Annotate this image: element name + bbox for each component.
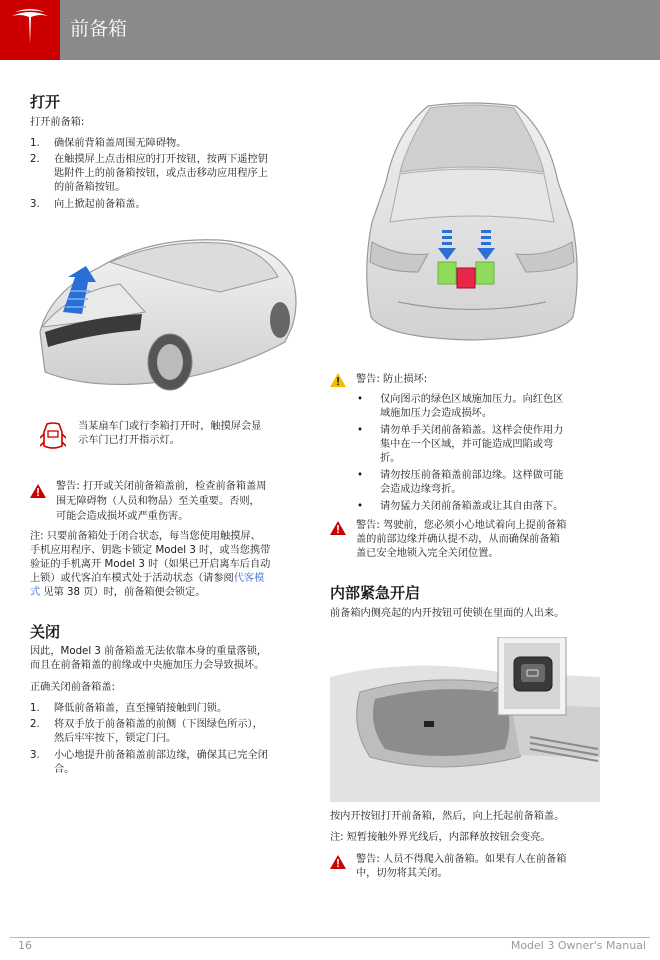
warning-line: 警告: 人员不得爬入前备箱。如果有人在前备箱	[356, 854, 567, 865]
warning-title: 警告: 防止损坏:	[356, 374, 428, 385]
door-note-line: 示车门已打开指示灯。	[78, 435, 180, 446]
open-intro: 打开前备箱:	[30, 117, 85, 128]
bullet-dot: •	[357, 394, 364, 405]
valet-mode-link-cont[interactable]: 式	[30, 587, 41, 598]
bullet-dot: •	[357, 501, 364, 512]
warning-icon	[330, 855, 346, 869]
bullet-line: 请勿按压前备箱盖前部边缘。这样做可能	[380, 470, 564, 481]
footer-divider	[10, 937, 650, 938]
bullet-dot: •	[357, 425, 364, 436]
bullet-line: 会造成边缘弯折。	[380, 484, 462, 495]
page-title: 前备箱	[70, 18, 128, 40]
warning-icon	[330, 373, 346, 387]
close-intro: 正确关闭前备箱盖:	[30, 682, 115, 693]
step-text-line: 在触摸屏上点击相应的打开按钮，按两下遥控钥	[54, 154, 268, 165]
bullet-dot: •	[357, 470, 364, 481]
note-text: 上锁）或代客泊车模式处于活动状态（请参阅	[30, 573, 234, 584]
bullet-line: 请勿单手关闭前备箱盖。这样会使作用力	[380, 425, 564, 436]
open-heading: 打开	[30, 93, 61, 111]
step-text-line: 小心地提升前备箱盖前部边缘，确保其已完全闭	[54, 750, 268, 761]
note-line-with-link	[30, 586, 206, 600]
step-text-line: 合。	[54, 764, 75, 775]
bullet-line: 请勿猛力关闭前备箱盖或让其自由落下。	[380, 501, 564, 512]
close-para-line: 而且在前备箱盖的前缘或中央施加压力会导致损坏。	[30, 660, 265, 671]
step-text-line: 匙附件上的前备箱按钮，或点击移动应用程序上	[54, 168, 268, 179]
release-note: 注: 短暂接触外界光线后，内部释放按钮会变亮。	[330, 832, 551, 843]
step-text-line: 降低前备箱盖，直至撞销接触到门锁。	[54, 703, 228, 714]
warning-line: 围无障碍物（人员和物品）至关重要。否则，	[56, 496, 260, 507]
warning-line: 警告: 打开或关闭前备箱盖前，检查前备箱盖周	[56, 481, 267, 492]
door-note-line: 当某扇车门或行李箱打开时，触摸屏会显	[78, 421, 262, 432]
manual-name: Model 3 Owner's Manual	[510, 939, 646, 952]
note-line: 验证的手机离开 Model 3 时（如果已开启离车后自动	[30, 559, 271, 570]
car-front-press-zones-illustration	[358, 102, 586, 342]
note-text: 见第 38 页）时，前备箱便会锁定。	[40, 587, 206, 598]
close-para-line: 因此，Model 3 前备箱盖无法依靠本身的重量落锁，	[30, 646, 268, 657]
bullet-line: 折。	[380, 453, 401, 464]
warning-line: 盖已安全地锁入完全关闭位置。	[356, 548, 499, 559]
inner-release-heading: 内部紧急开启	[330, 584, 421, 602]
warning-line: 警告: 驾驶前，您必须小心地试着向上提前备箱	[356, 520, 567, 531]
step-text: 向上掀起前备箱盖。	[54, 199, 146, 210]
door-open-indicator-icon	[40, 422, 66, 452]
logo-box	[0, 0, 60, 60]
tesla-logo-icon	[0, 0, 60, 60]
valet-mode-link[interactable]: 代客模	[233, 573, 265, 584]
note-line-with-link	[30, 572, 264, 586]
warning-line: 中，切勿将其关闭。	[356, 868, 448, 879]
note-line: 注: 只要前备箱处于闭合状态，每当您使用触摸屏、	[30, 531, 261, 542]
inner-release-para: 前备箱内侧亮起的内开按钮可使锁在里面的人出来。	[330, 608, 565, 619]
bullet-line: 域施加压力会造成损坏。	[380, 408, 493, 419]
warning-icon	[330, 521, 346, 535]
bullet-line: 仅向图示的绿色区域施加压力。向红色区	[380, 394, 564, 405]
step-text: 确保前背箱盖周围无障碍物。	[54, 138, 187, 149]
close-heading: 关闭	[30, 623, 61, 641]
frunk-interior-release-illustration	[330, 637, 600, 802]
step-text-line: 将双手放于前备箱盖的前侧（下图绿色所示），	[54, 719, 263, 730]
note-line: 手机应用程序、钥匙卡锁定 Model 3 时，或当您携带	[30, 545, 271, 556]
step-number: 2.	[30, 154, 40, 165]
step-text-line: 的前备箱按钮。	[54, 182, 126, 193]
release-caption: 按内开按钮打开前备箱，然后，向上托起前备箱盖。	[330, 811, 565, 822]
page-number: 16	[18, 939, 32, 952]
warning-icon	[30, 484, 46, 498]
step-text-line: 然后牢牢按下，锁定门闩。	[54, 733, 177, 744]
step-number: 3.	[30, 750, 40, 761]
step-number: 1.	[30, 703, 40, 714]
warning-line: 可能会造成损坏或严重伤害。	[56, 511, 189, 522]
warning-line: 盖的前部边缘并确认提不动，从而确保前备箱	[356, 534, 560, 545]
step-number: 2.	[30, 719, 40, 730]
bullet-line: 集中在一个区域，并可能造成凹陷或弯	[380, 439, 554, 450]
step-number: 1.	[30, 138, 40, 149]
car-frunk-open-illustration	[30, 222, 305, 402]
step-number: 3.	[30, 199, 40, 210]
